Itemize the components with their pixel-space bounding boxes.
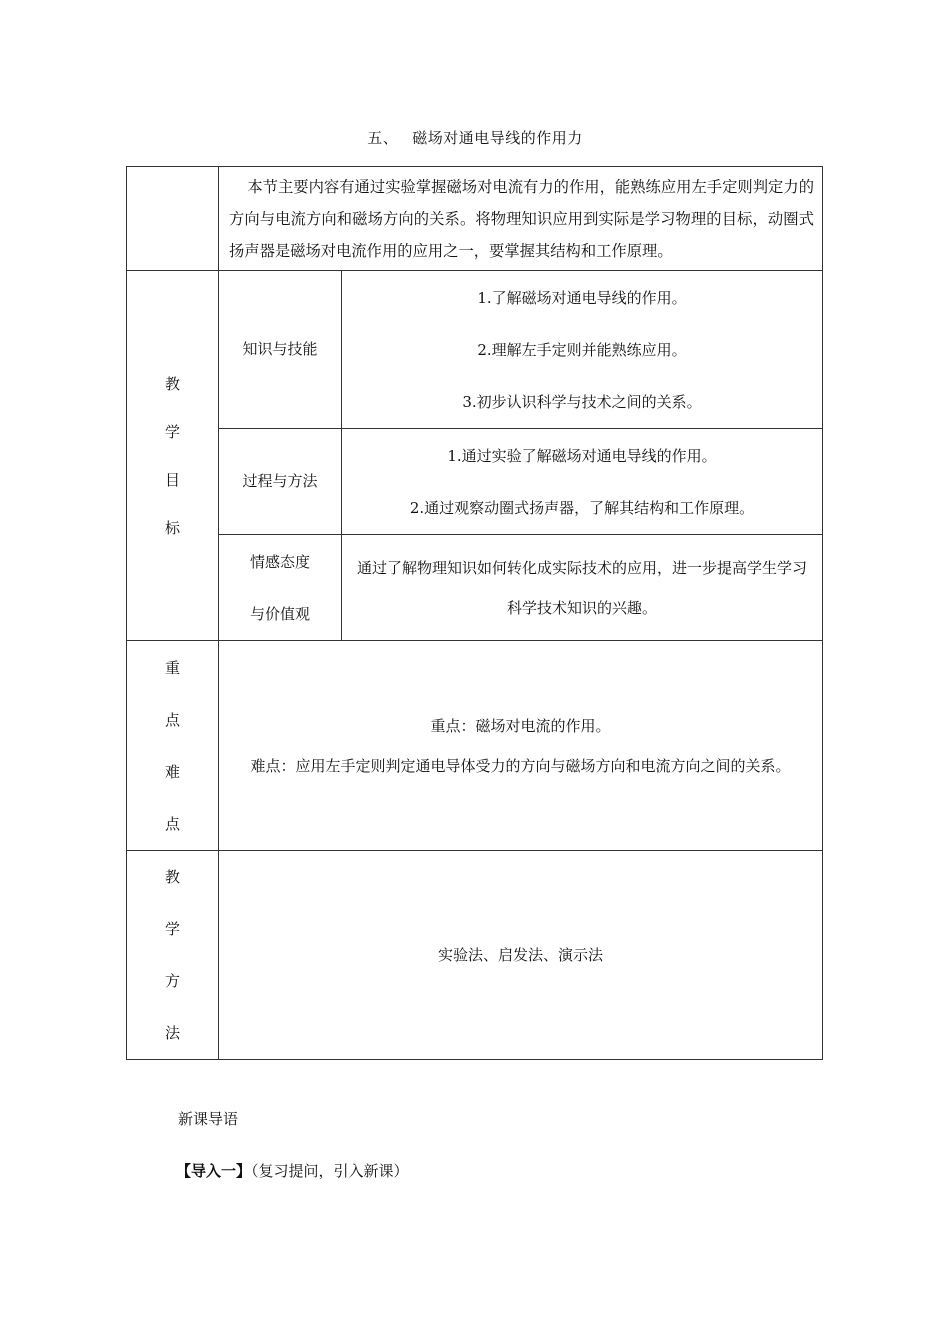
- process-label: 过程与方法: [219, 429, 342, 535]
- keypoints-label-char: 难: [164, 762, 180, 781]
- keypoints-label-char: 点: [164, 814, 180, 833]
- intro-row: [127, 167, 823, 271]
- lesson-plan-table: [126, 166, 823, 1060]
- process-items: [342, 429, 823, 535]
- knowledge-row: [127, 271, 823, 429]
- keypoints-label-char: 点: [164, 710, 180, 729]
- intro-one-bracket: 【导入一】: [176, 1162, 252, 1180]
- knowledge-item: 1.了解磁场对通电导线的作用。: [477, 288, 687, 307]
- process-row: [127, 429, 823, 535]
- goals-label-char: 教: [164, 374, 180, 393]
- goals-label-char: 目: [164, 470, 180, 489]
- intro-label-cell: [127, 167, 219, 271]
- emotion-text: 通过了解物理知识如何转化成实际技术的应用，进一步提高学生学习科学技术知识的兴趣。: [342, 535, 823, 641]
- methods-label-char: 学: [164, 920, 180, 938]
- intro-text: 本节主要内容有通过实验掌握磁场对电流有力的作用，能熟练应用左手定则判定力的方向与电流方向和磁场方向的关系。将物理知识应用到实际是学习物理的目标，动圈式扬声器是磁场对电流作用的应用之一，要掌握其结构和工作原理。: [229, 177, 814, 260]
- section-heading: 新课导语: [178, 1110, 239, 1128]
- title-text: 磁场对通电导线的作用力: [412, 129, 583, 147]
- knowledge-label: 知识与技能: [219, 271, 342, 429]
- page-title: [0, 127, 950, 148]
- methods-text: 实验法、启发法、演示法: [219, 851, 823, 1060]
- key-point: 重点：磁场对电流的作用。: [430, 716, 611, 735]
- knowledge-item: 3.初步认识科学与技术之间的关系。: [462, 392, 702, 411]
- difficult-point: 难点：应用左手定则判定通电导体受力的方向与磁场方向和电流方向之间的关系。: [250, 756, 791, 775]
- intro-one-line: [176, 1160, 409, 1181]
- emotion-label-line: 情感态度: [249, 552, 310, 571]
- process-item: 1.通过实验了解磁场对通电导线的作用。: [447, 446, 717, 465]
- emotion-row: [127, 535, 823, 641]
- methods-label-char: 教: [164, 868, 180, 886]
- intro-cell: [219, 167, 823, 271]
- methods-label: [127, 851, 219, 1060]
- methods-label-char: 法: [164, 1024, 180, 1042]
- title-number: 五、: [367, 129, 399, 147]
- methods-label-char: 方: [164, 972, 180, 990]
- keypoints-row: [127, 641, 823, 851]
- process-item: 2.通过观察动圈式扬声器，了解其结构和工作原理。: [409, 498, 755, 517]
- knowledge-item: 2.理解左手定则并能熟练应用。: [477, 340, 687, 359]
- emotion-label-line: 与价值观: [249, 604, 310, 623]
- goals-label-char: 标: [164, 518, 180, 537]
- intro-one-text: （复习提问，引入新课）: [251, 1162, 409, 1180]
- goals-label: [127, 271, 219, 641]
- methods-row: [127, 851, 823, 1060]
- keypoints-content: [219, 641, 823, 851]
- goals-label-char: 学: [164, 422, 180, 441]
- keypoints-label-char: 重: [164, 658, 180, 677]
- keypoints-label: [127, 641, 219, 851]
- knowledge-items: [342, 271, 823, 429]
- emotion-label: [219, 535, 342, 641]
